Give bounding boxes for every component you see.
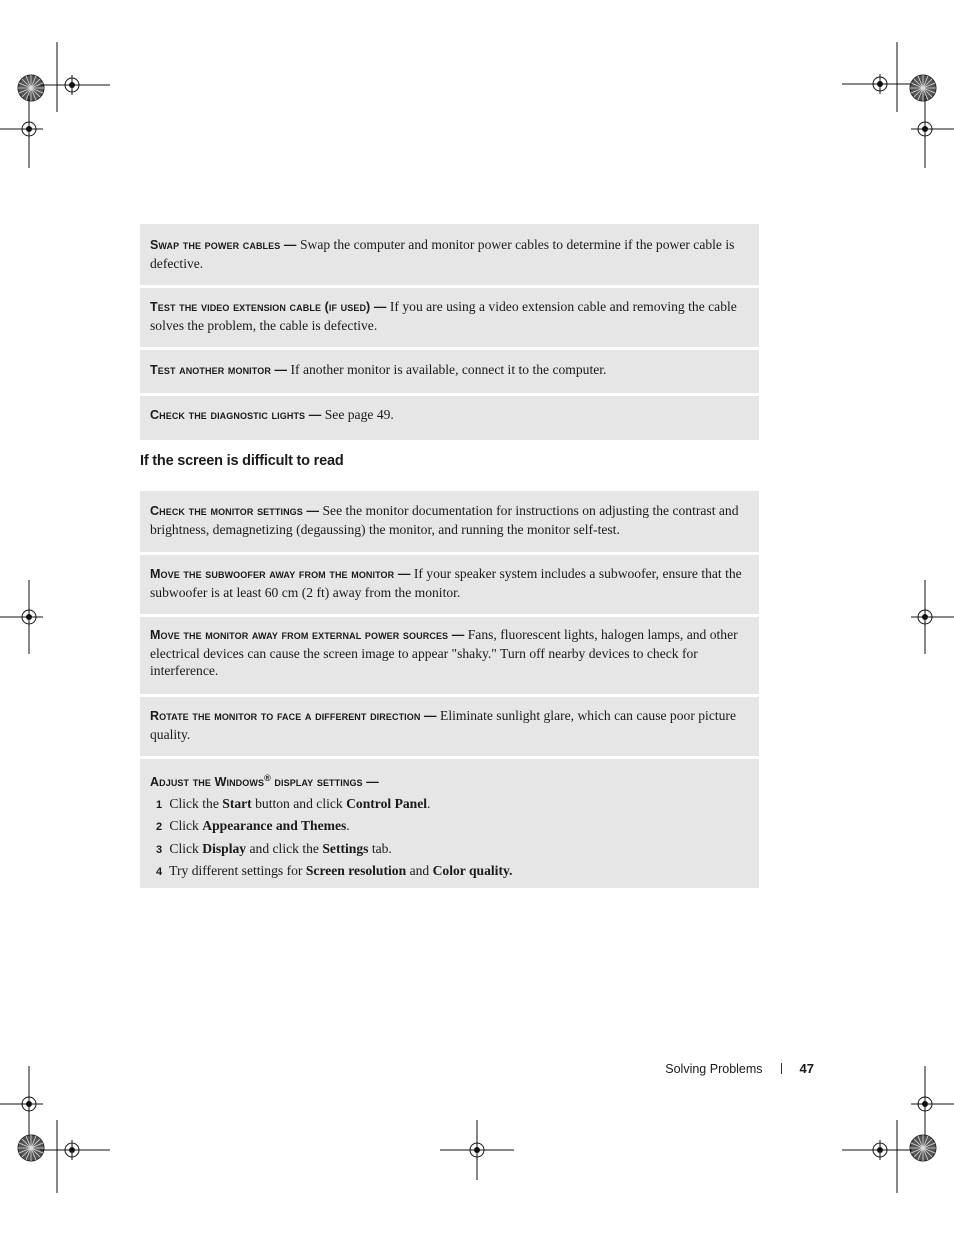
tip-lead: Move the monitor away from external power sources — xyxy=(150,628,465,642)
ui-term: Display xyxy=(202,840,247,856)
tip-lead-part: display settings — xyxy=(270,775,379,790)
tip-lead-part: Adjust the Windows xyxy=(150,775,265,790)
tip-lead: Move the subwoofer away from the monitor — xyxy=(150,567,411,581)
tip-lead: Swap the power cables — xyxy=(150,238,297,252)
tip-box-adjust-display-settings xyxy=(140,759,759,888)
step-item xyxy=(150,862,747,881)
step-item xyxy=(150,795,747,814)
ui-term: Control Panel xyxy=(346,795,428,811)
page-number: 47 xyxy=(799,1061,814,1076)
ui-term: Color quality. xyxy=(432,863,513,879)
step-text: and xyxy=(406,863,433,879)
step-number: 1 xyxy=(156,798,163,811)
step-text: . xyxy=(346,818,350,834)
ui-term: Screen resolution xyxy=(305,863,407,879)
step-item xyxy=(150,817,747,836)
steps-list xyxy=(150,795,747,882)
tip-paragraph xyxy=(150,502,747,538)
tip-box-test-another-monitor xyxy=(140,350,759,393)
tip-lead: Test another monitor — xyxy=(150,363,288,377)
tip-paragraph xyxy=(150,707,747,743)
tip-text: If your speaker system includes a subwoofer, ensure that the subwoofer is at least 60 cm (2 ft) away from the monitor. xyxy=(150,566,742,600)
step-text: Try different settings for xyxy=(169,863,306,879)
step-text: button and click xyxy=(251,795,347,811)
tip-box-move-monitor-away-from-power xyxy=(140,617,759,694)
footer-section-title: Solving Problems xyxy=(665,1061,763,1076)
tip-box-check-monitor-settings xyxy=(140,491,759,552)
step-number: 3 xyxy=(156,843,163,856)
tip-text: Swap the computer and monitor power cables to determine if the power cable is defective. xyxy=(150,237,735,271)
registered-mark: ® xyxy=(264,773,271,783)
tip-text: See page 49. xyxy=(324,407,394,422)
tip-paragraph xyxy=(150,770,747,792)
step-text: tab. xyxy=(368,840,392,856)
page-footer xyxy=(600,1061,814,1076)
tip-lead: Rotate the monitor to face a different direction — xyxy=(150,709,437,723)
step-text: and click the xyxy=(246,840,323,856)
step-text: . xyxy=(427,795,431,811)
step-item xyxy=(150,840,747,859)
ui-term: Settings xyxy=(322,840,369,856)
step-text: Click xyxy=(169,840,203,856)
tip-text: See the monitor documentation for instructions on adjusting the contrast and brightness, demagnetizing (degaussing) the monitor, and running the monitor self-test. xyxy=(150,503,739,537)
step-text: Click xyxy=(169,818,203,834)
tip-lead: Check the monitor settings — xyxy=(150,504,320,518)
tip-text: Eliminate sunlight glare, which can cause poor picture quality. xyxy=(150,708,736,742)
step-number: 2 xyxy=(156,821,163,834)
step-number: 4 xyxy=(156,866,163,879)
tip-box-test-video-extension-cable xyxy=(140,288,759,347)
tip-paragraph xyxy=(150,236,747,272)
tip-paragraph xyxy=(150,406,747,425)
section-heading: If the screen is difficult to read xyxy=(140,453,344,469)
tip-paragraph xyxy=(150,298,747,334)
ui-term: Appearance and Themes xyxy=(202,818,347,834)
ui-term: Start xyxy=(222,795,252,811)
tip-text: If you are using a video extension cable and removing the cable solves the problem, the cable is defective. xyxy=(150,299,737,333)
tip-lead: Check the diagnostic lights — xyxy=(150,408,322,422)
tip-text: If another monitor is available, connect it to the computer. xyxy=(290,362,607,377)
tip-paragraph xyxy=(150,565,747,601)
tip-text: Fans, fluorescent lights, halogen lamps, and other electrical devices can cause the screen image to appear "shaky." Turn off nearby devices to check for interference. xyxy=(150,627,738,678)
tip-box-rotate-monitor xyxy=(140,697,759,756)
tip-box-move-subwoofer xyxy=(140,555,759,614)
tip-paragraph xyxy=(150,626,747,680)
footer-divider xyxy=(781,1063,782,1074)
step-text: Click the xyxy=(169,795,223,811)
tip-paragraph xyxy=(150,361,747,380)
tip-lead: Test the video extension cable (if used) — xyxy=(150,300,387,314)
tip-lead xyxy=(150,775,379,789)
tip-box-check-diagnostic-lights xyxy=(140,396,759,440)
tip-box-swap-power-cables xyxy=(140,224,759,285)
